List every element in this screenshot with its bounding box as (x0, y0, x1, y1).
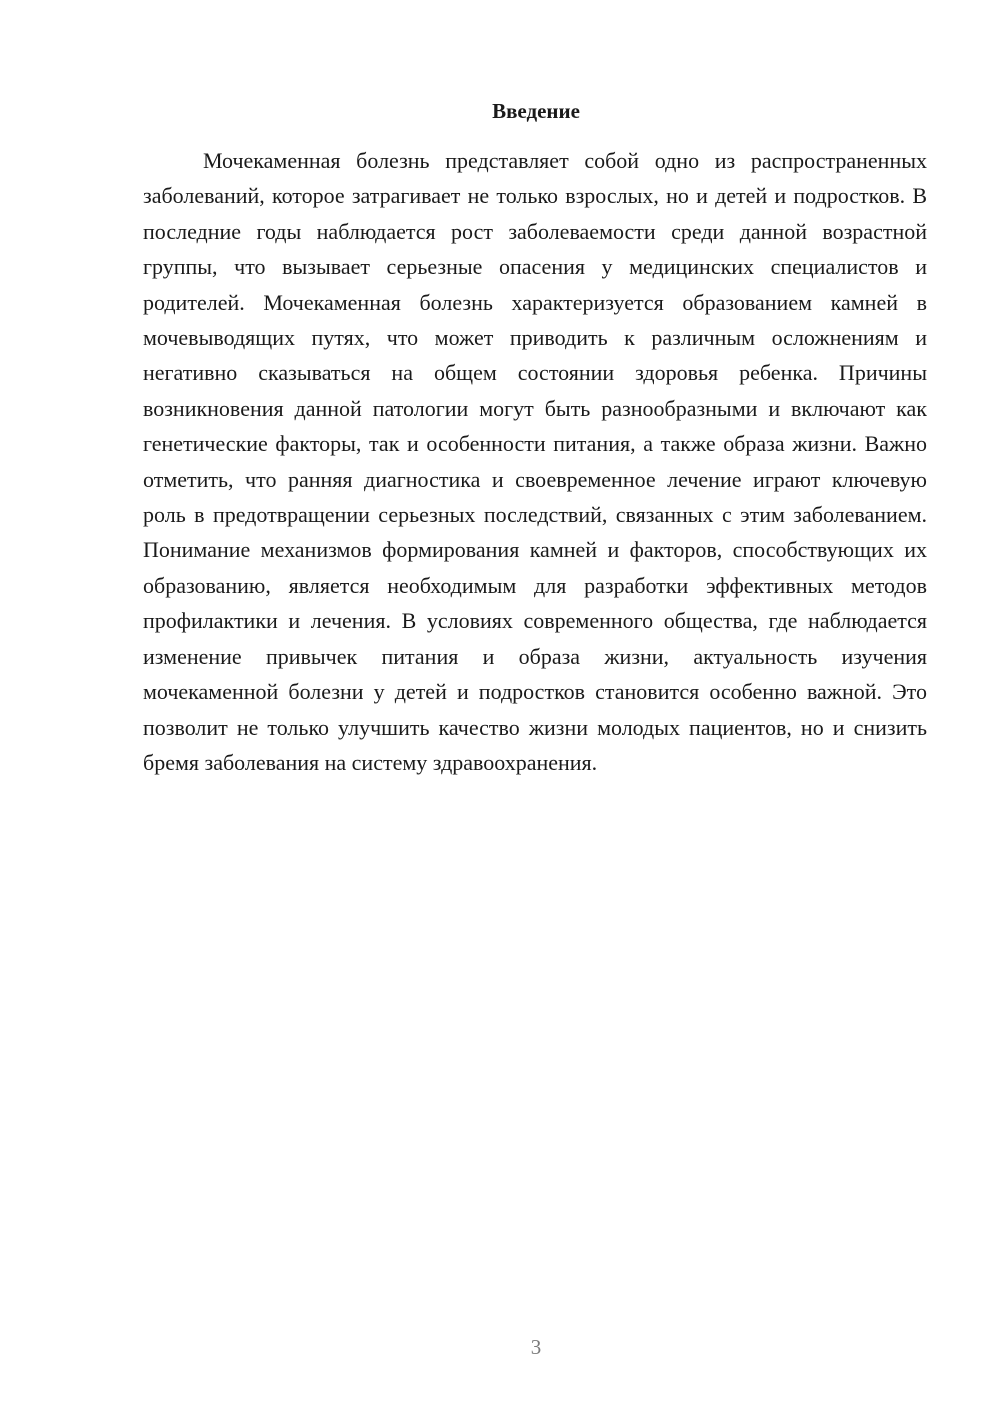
body-paragraph: Мочекаменная болезнь представляет собой одно из распространенных заболеваний, которое затрагивает не только взрослых, но и детей и подростков. В последние годы наблюдается рост заболеваемости среди данной возрастной группы, что вызывает серьезные опасения у медицинских специалистов и родителей. Мочекаменная болезнь характеризуется образованием камней в мочевыводящих путях, что может приводить к различным осложнениям и негативно сказываться на общем состоянии здоровья ребенка. Причины возникновения данной патологии могут быть разнообразными и включают как генетические факторы, так и особенности питания, а также образа жизни. Важно отметить, что ранняя диагностика и своевременное лечение играют ключевую роль в предотвращении серьезных последствий, связанных с этим заболеванием. Понимание механизмов формирования камней и факторов, способствующих их образованию, является необходимым для разработки эффективных методов профилактики и лечения. В условиях современного общества, где наблюдается изменение привычек питания и образа жизни, актуальность изучения мочекаменной болезни у детей и подростков становится особенно важной. Это позволит не только улучшить качество жизни молодых пациентов, но и снизить бремя заболевания на систему здравоохранения. (143, 148, 927, 775)
section-heading: Введение (492, 99, 580, 123)
page-number: 3 (530, 1335, 542, 1359)
